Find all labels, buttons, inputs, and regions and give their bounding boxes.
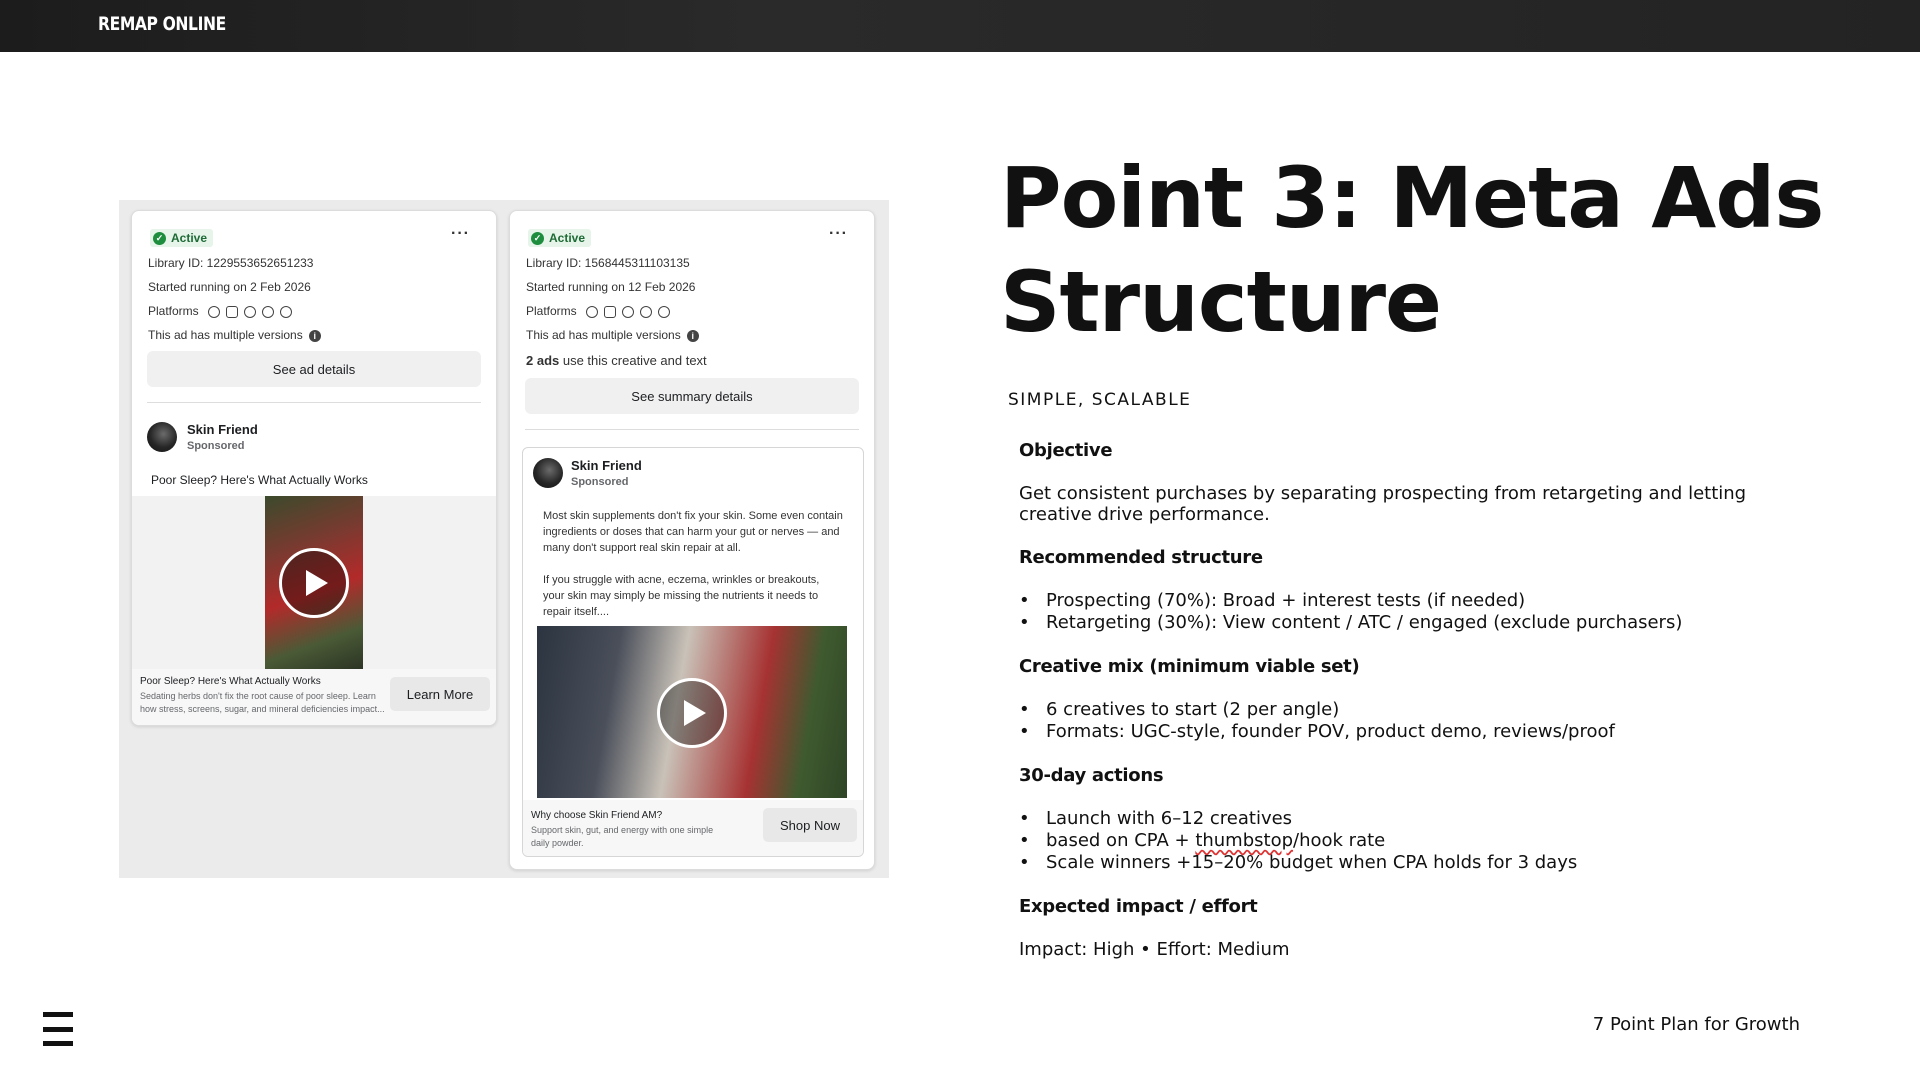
ads-count-note	[526, 353, 707, 368]
actions-list	[1019, 808, 1819, 874]
advertiser-name[interactable]: Skin Friend	[571, 458, 642, 473]
title-line-1: Point 3: Meta Ads	[1000, 149, 1824, 247]
objective-text: Get consistent purchases by separating prospecting from retargeting and letting creative drive performance.	[1019, 483, 1747, 525]
versions-note	[526, 328, 699, 342]
top-bar	[0, 0, 1920, 52]
more-options-icon[interactable]: ···	[451, 225, 470, 242]
ad-card-2	[509, 210, 875, 870]
info-icon[interactable]: i	[309, 330, 321, 342]
instagram-icon	[226, 306, 238, 318]
play-icon[interactable]	[279, 548, 349, 618]
threads-icon	[658, 306, 670, 318]
creative-list	[1019, 699, 1819, 743]
status-badge	[528, 229, 591, 247]
more-options-icon[interactable]: ···	[829, 225, 848, 242]
cta-headline: Why choose Skin Friend AM?	[531, 810, 663, 821]
ad-card-1	[131, 210, 497, 726]
ad-primary-text: Poor Sleep? Here's What Actually Works	[151, 473, 368, 487]
divider	[525, 429, 859, 430]
check-icon: ✓	[153, 232, 166, 245]
cta-headline: Poor Sleep? Here's What Actually Works	[140, 676, 321, 687]
list-item: • Launch with 6–12 creatives	[1019, 808, 1819, 830]
facebook-icon	[208, 306, 220, 318]
status-badge	[150, 229, 213, 247]
ad-body-paragraph-1: Most skin supplements don't fix your skin. Some even contain ingredients or doses that can harm your gut or nerves — and many don't support real skin repair at all.	[543, 510, 843, 554]
see-ad-details-button[interactable]: See ad details	[147, 351, 481, 387]
see-summary-details-button[interactable]: See summary details	[525, 378, 859, 414]
advertiser-avatar[interactable]	[533, 458, 563, 488]
audience-network-icon	[244, 306, 256, 318]
advertiser-name[interactable]: Skin Friend	[187, 422, 258, 437]
actions-heading: 30-day actions	[1019, 765, 1164, 786]
brand-logo: REMAP ONLINE	[98, 13, 226, 35]
ad-video[interactable]	[265, 496, 363, 669]
check-icon: ✓	[531, 232, 544, 245]
menu-icon[interactable]	[43, 1012, 73, 1046]
library-id: Library ID: 1229553652651233	[148, 256, 314, 270]
start-date: Started running on 12 Feb 2026	[526, 280, 696, 294]
facebook-icon	[586, 306, 598, 318]
sponsored-label: Sponsored	[571, 476, 629, 488]
list-item: • Formats: UGC-style, founder POV, product demo, reviews/proof	[1019, 721, 1819, 743]
title-line-2: Structure	[1000, 253, 1442, 351]
impact-text: Impact: High • Effort: Medium	[1019, 939, 1290, 960]
cta-row	[523, 800, 864, 857]
instagram-icon	[604, 306, 616, 318]
structure-list	[1019, 590, 1819, 634]
versions-label: This ad has multiple versions	[148, 328, 303, 342]
impact-heading: Expected impact / effort	[1019, 896, 1258, 917]
spellcheck-word: thumbstop	[1195, 830, 1294, 851]
ads-count: 2 ads	[526, 353, 560, 368]
page-title	[1000, 146, 1823, 354]
messenger-icon	[640, 306, 652, 318]
audience-network-icon	[622, 306, 634, 318]
info-icon[interactable]: i	[687, 330, 699, 342]
advertiser-avatar[interactable]	[147, 422, 177, 452]
sponsored-label: Sponsored	[187, 440, 245, 452]
list-item: • Prospecting (70%): Broad + interest tests (if needed)	[1019, 590, 1819, 612]
list-item: • 6 creatives to start (2 per angle)	[1019, 699, 1819, 721]
library-id: Library ID: 1568445311103135	[526, 256, 690, 270]
status-label: Active	[171, 231, 208, 245]
status-label: Active	[549, 231, 586, 245]
platforms-row	[526, 304, 670, 318]
platforms-label: Platforms	[526, 304, 577, 318]
ad-body-paragraph-2: If you struggle with acne, eczema, wrinkles or breakouts, your skin may simply be missing the nutrients it needs to repair itself....	[543, 574, 820, 618]
start-date: Started running on 2 Feb 2026	[148, 280, 311, 294]
cta-row	[132, 669, 497, 726]
threads-icon	[280, 306, 292, 318]
divider	[147, 402, 481, 403]
ad-media	[132, 496, 497, 669]
ad-video[interactable]	[537, 626, 847, 798]
plan-content	[1019, 440, 1819, 982]
creative-heading: Creative mix (minimum viable set)	[1019, 656, 1360, 677]
ad-body-text	[543, 508, 843, 620]
list-item	[1019, 830, 1819, 852]
tagline: SIMPLE, SCALABLE	[1008, 390, 1192, 410]
action-text: /hook rate	[1293, 830, 1386, 851]
action-text: based on CPA +	[1046, 830, 1196, 851]
cta-description: Support skin, gut, and energy with one simple daily powder.	[531, 825, 714, 848]
learn-more-button[interactable]: Learn More	[390, 677, 490, 711]
list-item: • Scale winners +15–20% budget when CPA holds for 3 days	[1019, 852, 1819, 874]
ads-count-text: use this creative and text	[559, 353, 707, 368]
list-item: • Retargeting (30%): View content / ATC / engaged (exclude purchasers)	[1019, 612, 1819, 634]
footer-text: 7 Point Plan for Growth	[1592, 1014, 1800, 1035]
platforms-label: Platforms	[148, 304, 199, 318]
ad-preview	[522, 447, 864, 857]
play-icon[interactable]	[657, 678, 727, 748]
versions-note	[148, 328, 321, 342]
ads-library-screenshot	[119, 200, 889, 878]
structure-heading: Recommended structure	[1019, 547, 1263, 568]
shop-now-button[interactable]: Shop Now	[763, 808, 857, 842]
versions-label: This ad has multiple versions	[526, 328, 681, 342]
messenger-icon	[262, 306, 274, 318]
objective-heading: Objective	[1019, 440, 1113, 461]
platforms-row	[148, 304, 292, 318]
cta-description: Sedating herbs don't fix the root cause of poor sleep. Learn how stress, screens, sugar, and mineral deficiencies impact...	[140, 691, 385, 714]
